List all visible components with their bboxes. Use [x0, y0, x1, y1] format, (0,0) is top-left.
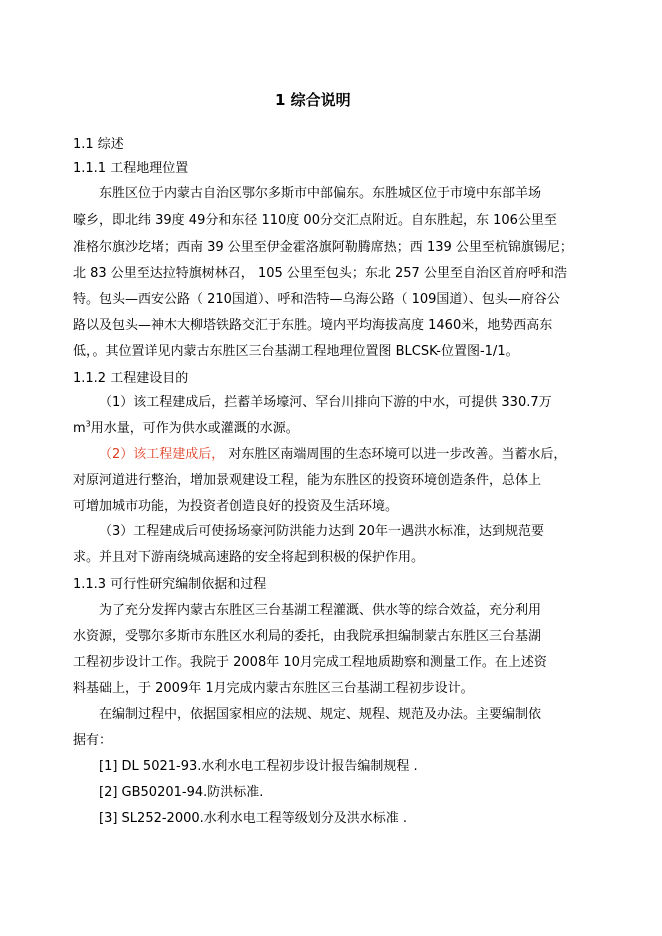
paragraph-line: 求。并且对下游南绕城高速路的安全将起到积极的保护作用。	[73, 550, 425, 565]
reference-item: [3] SL252-2000.水利水电工程等级划分及洪水标准 .	[99, 811, 408, 826]
paragraph-line	[99, 447, 566, 463]
paragraph-line: 在编制过程中，依据国家相应的法规、规定、规程、规范及办法。主要编制依	[99, 707, 542, 722]
paragraph-line: 水资源，受鄂尔多斯市东胜区水利局的委托，由我院承担编制蒙古东胜区三台基湖	[73, 629, 542, 644]
paragraph-line: 对原河道进行整治，增加景观建设工程，能为东胜区的投资环境创造条件，总体上	[73, 473, 542, 488]
paragraph-line: 低，。其位置详见内蒙古东胜区三台基湖工程地理位置图 BLCSK-位置图-1/1。	[73, 344, 519, 359]
paragraph-line	[73, 421, 299, 437]
paragraph-line: 北 83 公里至达拉特旗树林召， 105 公里至包头；东北 257 公里至自治区首府呼和浩	[73, 266, 567, 281]
paragraph-line: 特。包头—西安公路（ 210国道）、呼和浩特—乌海公路（ 109国道）、包头—府谷公	[73, 292, 560, 307]
paragraph-line: 准格尔旗沙圪堵；西南 39 公里至伊金霍洛旗阿勒腾席热；西 139 公里至杭锦旗锡尼；	[73, 240, 573, 255]
section-heading-1-1: 1.1 综述	[73, 137, 124, 152]
reference-item: [1] DL 5021-93.水利水电工程初步设计报告编制规程 .	[99, 759, 418, 774]
superscript: 3	[85, 419, 91, 429]
highlighted-text: （2）该工程建成后，	[99, 447, 225, 462]
paragraph-line: 为了充分发挥内蒙古东胜区三台基湖工程灌溉、供水等的综合效益，充分利用	[99, 603, 542, 618]
paragraph-line: 东胜区位于内蒙古自治区鄂尔多斯市中部偏东。东胜城区位于市境中东部羊场	[99, 186, 542, 201]
line-text: 用水量，可作为供水或灌溉的水源。	[90, 421, 299, 436]
section-heading-1-1-3: 1.1.3 可行性研究编制依据和过程	[73, 577, 267, 592]
section-heading-1-1-1: 1.1.1 工程地理位置	[73, 161, 189, 176]
paragraph-line: 嚎乡，即北纬 39度 49分和东径 110度 00分交汇点附近。自东胜起，东 106公里至	[73, 213, 557, 228]
unit-text: m	[73, 421, 86, 436]
reference-item: [2] GB50201-94.防洪标准.	[99, 785, 264, 800]
paragraph-line: 工程初步设计工作。我院于 2008年 10月完成工程地质勘察和测量工作。在上述资	[73, 655, 547, 670]
paragraph-line: 路以及包头—神木大柳塔铁路交汇于东胜。境内平均海拔高度 1460米，地势西高东	[73, 318, 553, 333]
paragraph-line: 料基础上，于 2009年 1月完成内蒙古东胜区三台基湖工程初步设计。	[73, 681, 474, 696]
paragraph-line: 据有：	[73, 733, 113, 748]
section-heading-1-1-2: 1.1.2 工程建设目的	[73, 371, 189, 386]
paragraph-line: （1）该工程建成后，拦蓄羊场壕河、罕台川排向下游的中水，可提供 330.7万	[99, 395, 552, 410]
paragraph-line: （3）工程建成后可使扬场豪河防洪能力达到 20年一遇洪水标准，达到规范要	[99, 524, 544, 539]
page-title: 1 综合说明	[275, 91, 351, 109]
line-text: 对东胜区南端周围的生态环境可以进一步改善。当蓄水后，	[224, 447, 567, 462]
paragraph-line: 可增加城市功能，为投资者创造良好的投资及生活环境。	[73, 499, 399, 514]
